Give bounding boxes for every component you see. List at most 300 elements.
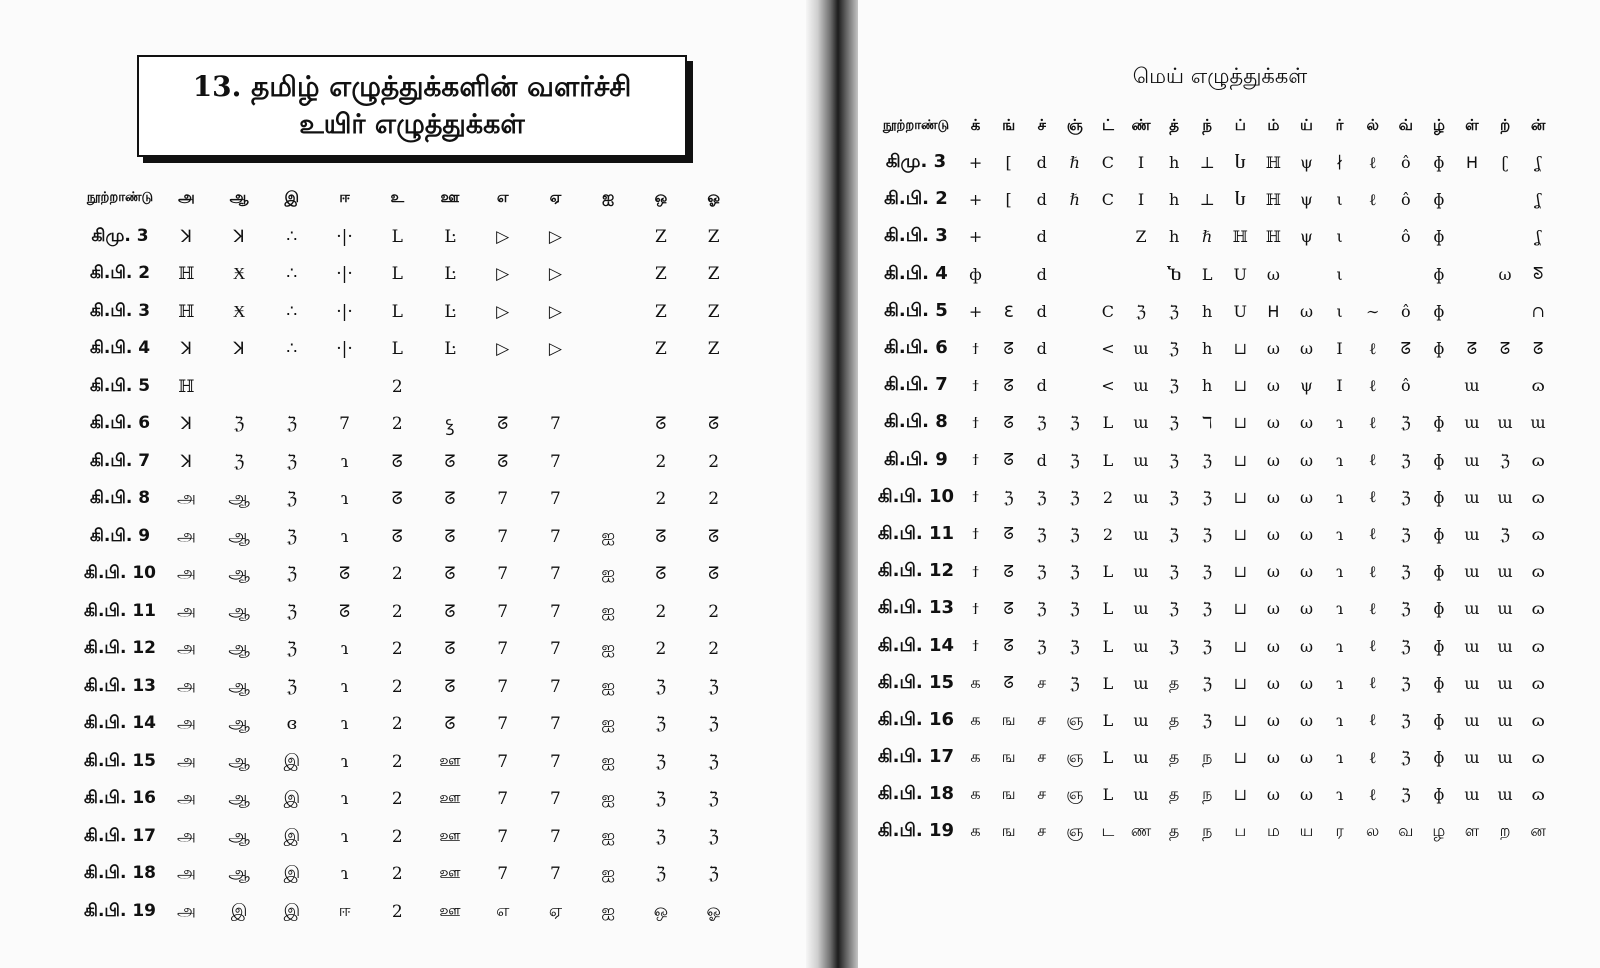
letter-form: ʆ <box>1535 227 1541 247</box>
letter-form: ʆ <box>1535 153 1541 173</box>
letter-form: ɸ <box>1433 748 1445 768</box>
letter-form: ℨ <box>1400 785 1411 805</box>
letter-form: Ŀ <box>444 264 456 285</box>
letter-form <box>1356 218 1389 255</box>
letter-form <box>1058 293 1091 330</box>
letter-form: ℨ <box>708 676 719 697</box>
letter-form: ·|· <box>336 339 353 360</box>
letter-form: ᘔ <box>444 639 456 660</box>
letter-form: Z <box>707 264 720 285</box>
letter-form: 2 <box>391 639 403 660</box>
letter-form: இ <box>283 750 301 771</box>
letter-form: 2 <box>708 489 720 510</box>
letter-form: 7 <box>497 751 509 772</box>
letter-form: ▷ <box>548 301 562 322</box>
letter-form: d <box>1036 227 1047 247</box>
letter-form: ω <box>1299 673 1313 693</box>
letter-form: ᘔ <box>1003 338 1014 358</box>
letter-form: h <box>1168 227 1180 247</box>
century-label: கி.பி. 17 <box>84 825 156 846</box>
letter-form: த <box>1168 747 1180 767</box>
letter-form <box>318 368 371 406</box>
column-header-letter: ஒ <box>654 188 668 206</box>
column-header-letter: ட் <box>1101 116 1114 134</box>
letter-form: ꓘ <box>180 414 192 435</box>
letter-form: ɷ <box>1531 636 1545 656</box>
letter-form: ɿ <box>340 714 349 735</box>
letter-form: Z <box>707 339 720 360</box>
letter-form: ℓ <box>1368 636 1377 656</box>
letter-form: ℨ <box>1202 673 1213 693</box>
column-header-letter: ள் <box>1465 116 1479 134</box>
century-label: கி.பி. 5 <box>884 299 948 321</box>
letter-form: அ <box>176 900 196 921</box>
letter-form: அ <box>176 750 196 771</box>
letter-form: ஆ <box>228 675 250 696</box>
letter-form: ω <box>1299 450 1313 470</box>
letter-form: ω <box>1266 413 1280 433</box>
column-header-letter: த் <box>1169 116 1179 134</box>
letter-form: ℨ <box>1400 487 1411 507</box>
letter-form: 7 <box>550 526 561 547</box>
column-header-letter: ப் <box>1234 116 1246 134</box>
letter-form: ɯ <box>1497 413 1513 433</box>
column-header-letter: ஆ <box>229 188 249 206</box>
letter-form: ϯ <box>972 598 979 618</box>
letter-form: 7 <box>339 414 350 435</box>
column-header-letter: க் <box>970 116 981 134</box>
letter-form: ஞ <box>1066 747 1084 767</box>
letter-form: ℏ <box>1069 153 1080 173</box>
century-label: கி.பி. 12 <box>84 638 156 659</box>
letter-form: ந <box>1202 821 1213 841</box>
letter-form: ω <box>1299 301 1313 321</box>
letter-form: ⊔ <box>1233 339 1247 359</box>
letter-form: ஐ <box>601 563 615 584</box>
letter-form: ω <box>1266 748 1280 768</box>
letter-form: ℨ <box>1169 413 1180 433</box>
letter-form: ன <box>1530 821 1546 841</box>
letter-form: ℨ <box>1202 524 1213 544</box>
letter-form: 7 <box>550 676 561 697</box>
letter-form <box>1091 256 1124 293</box>
column-header-letter: எ <box>496 188 509 206</box>
letter-form: ɸ <box>1433 227 1445 247</box>
letter-form: ℨ <box>1069 524 1080 544</box>
letter-form: ω <box>1266 636 1280 656</box>
letter-form: ɞ <box>286 714 298 735</box>
letter-form <box>1124 256 1157 293</box>
letter-form: ர <box>1335 821 1344 841</box>
letter-form: ⊔ <box>1233 636 1247 656</box>
letter-form: ɿ <box>340 751 349 772</box>
letter-form: ⊔ <box>1233 450 1247 470</box>
letter-form <box>582 368 635 406</box>
letter-form: L <box>1201 264 1213 284</box>
letter-form: d <box>1036 264 1047 284</box>
letter-form: 7 <box>550 864 561 885</box>
table-row <box>873 627 1555 664</box>
letter-form: ɯ <box>1497 710 1513 730</box>
letter-form: ɷ <box>1531 450 1545 470</box>
letter-form: ஆ <box>228 600 250 621</box>
letter-form: ω <box>1266 562 1280 582</box>
table-row <box>873 739 1555 776</box>
letter-form: ⊔ <box>1233 748 1247 768</box>
letter-form: ℨ <box>1400 450 1411 470</box>
letter-form: ɯ <box>1464 487 1480 507</box>
letter-form: ℨ <box>1400 636 1411 656</box>
letter-form <box>582 481 635 519</box>
century-label: கி.பி. 4 <box>884 262 948 284</box>
century-label: கி.பி. 12 <box>877 560 955 582</box>
letter-form: I <box>1137 190 1145 210</box>
column-header-letter: ஈ <box>339 188 350 206</box>
letter-form: ф <box>969 264 982 284</box>
letter-form: ꓘ <box>233 226 245 247</box>
letter-form: ஊ <box>439 825 461 846</box>
letter-form: ɿ <box>1335 710 1344 730</box>
column-header-letter: ன் <box>1530 116 1546 134</box>
table-row <box>873 479 1555 516</box>
letter-form: ℨ <box>708 751 719 772</box>
letter-form: ℨ <box>286 451 298 472</box>
century-label: கி.பி. 9 <box>884 448 948 470</box>
letter-form: + <box>968 190 983 210</box>
table-row <box>80 706 740 744</box>
letter-form: ɯ <box>1497 636 1513 656</box>
letter-form: ℇ <box>1003 301 1014 321</box>
letter-form <box>1489 293 1522 330</box>
letter-form: Ⴑ <box>1234 190 1247 210</box>
letter-form: ɯ <box>1464 748 1480 768</box>
century-label: கி.பி. 7 <box>884 374 948 396</box>
letter-form: ω <box>1299 710 1313 730</box>
letter-form: ɸ <box>1433 190 1445 210</box>
letter-form: ற <box>1499 821 1511 841</box>
letter-form: ℓ <box>1368 784 1377 804</box>
table-row <box>80 743 740 781</box>
letter-form: Ӿ <box>232 301 246 322</box>
letter-form: ω <box>1266 524 1280 544</box>
century-label: கி.பி. 5 <box>89 375 151 396</box>
letter-form: ɿ <box>340 451 349 472</box>
letter-form: ɸ <box>1433 599 1445 619</box>
table-row <box>873 256 1555 293</box>
letter-form: 7 <box>497 864 509 885</box>
century-label: கி.பி. 2 <box>89 263 151 284</box>
letter-form: ⊔ <box>1233 413 1247 433</box>
column-header-letter: ஐ <box>602 188 615 206</box>
letter-form: 7 <box>550 601 561 622</box>
letter-form: ℨ <box>233 414 245 435</box>
letter-form: ஒ <box>653 900 668 921</box>
letter-form: ஈ <box>338 900 351 921</box>
letter-form: ɿ <box>1335 413 1344 433</box>
letter-form: 2 <box>391 751 403 772</box>
letter-form: C <box>1101 153 1115 173</box>
letter-form: 7 <box>550 489 561 510</box>
consonants-table <box>873 108 1555 851</box>
letter-form: U <box>1233 301 1248 321</box>
letter-form: ϯ <box>972 338 979 358</box>
letter-form: Ӿ <box>232 264 246 285</box>
letter-form: ℓ <box>1368 673 1377 693</box>
letter-form: ᘔ <box>339 564 351 585</box>
vowels-table <box>80 178 740 931</box>
letter-form: ɯ <box>1464 785 1480 805</box>
letter-form: 7 <box>550 826 561 847</box>
letter-form: ℨ <box>708 714 719 735</box>
column-header-letter: ந் <box>1202 116 1213 134</box>
letter-form: 7 <box>550 639 561 660</box>
letter-form: ℨ <box>1400 673 1411 693</box>
century-label: கி.பி. 13 <box>84 675 156 696</box>
letter-form: ɯ <box>1133 562 1149 582</box>
letter-form: ᘔ <box>1466 338 1478 358</box>
letter-form: 7 <box>497 789 509 810</box>
letter-form: ɯ <box>1133 710 1149 730</box>
letter-form <box>1356 256 1389 293</box>
letter-form: ɯ <box>1497 599 1513 619</box>
table-row <box>80 668 740 706</box>
letter-form: ℨ <box>233 451 245 472</box>
letter-form: ɿ <box>340 864 349 885</box>
letter-form: ·|· <box>336 301 353 322</box>
letter-form: 7 <box>497 601 509 622</box>
letter-form: 2 <box>1102 524 1114 544</box>
letter-form: 2 <box>391 601 403 622</box>
letter-form: Z <box>654 339 667 360</box>
letter-form: ℓ <box>1368 152 1377 172</box>
column-header-letter: ம் <box>1267 116 1280 134</box>
letter-form: ℏ <box>1069 190 1080 210</box>
letter-form: Z <box>654 226 667 247</box>
letter-form: ɯ <box>1464 636 1480 656</box>
letter-form: ꓘ <box>180 339 192 360</box>
century-label: கிமு. 3 <box>885 151 947 173</box>
letter-form: ω <box>1299 748 1313 768</box>
letter-form: ℨ <box>655 864 667 885</box>
letter-form: ⊔ <box>1233 710 1247 730</box>
consonants-table-header <box>873 108 1555 144</box>
column-header-letter: ஊ <box>440 188 460 206</box>
letter-form: ʗ <box>1501 153 1509 173</box>
letter-form: ɯ <box>1133 487 1149 507</box>
letter-form: ℨ <box>1069 673 1080 693</box>
letter-form: அ <box>176 788 196 809</box>
letter-form: 2 <box>391 826 403 847</box>
letter-form: ள <box>1464 821 1480 841</box>
letter-form: ɿ <box>1335 636 1344 656</box>
letter-form: ɿ <box>1335 748 1344 768</box>
letter-form <box>213 368 266 406</box>
letter-form: < <box>1101 376 1115 396</box>
letter-form: ல <box>1366 821 1380 841</box>
letter-form: ꓘ <box>180 226 192 247</box>
letter-form: ɷ <box>1531 748 1545 768</box>
letter-form: ℨ <box>1069 487 1080 507</box>
letter-form: ᘔ <box>391 489 403 510</box>
letter-form: 7 <box>550 751 561 772</box>
letter-form: அ <box>176 488 196 509</box>
letter-form: h <box>1202 339 1213 359</box>
letter-form: ℨ <box>655 826 667 847</box>
century-label: கி.பி. 3 <box>89 300 151 321</box>
letter-form: ᘔ <box>1003 561 1014 581</box>
letter-form: க <box>970 747 981 767</box>
letter-form: ந <box>1202 747 1213 767</box>
letter-form: Z <box>654 301 667 322</box>
letter-form: ய <box>1299 821 1314 841</box>
letter-form: எ <box>496 900 510 921</box>
column-header-letter: ல் <box>1366 116 1379 134</box>
letter-form: 2 <box>391 414 403 435</box>
letter-form: ·|· <box>336 264 353 285</box>
letter-form: ᘔ <box>655 414 667 435</box>
letter-form: ∴ <box>286 301 298 322</box>
column-header-letter: இ <box>284 188 300 206</box>
table-row <box>80 818 740 856</box>
letter-form: ℨ <box>286 414 298 435</box>
letter-form: ɯ <box>1133 785 1149 805</box>
table-row <box>873 516 1555 553</box>
letter-form <box>1489 181 1522 218</box>
column-header-letter: அ <box>178 188 195 206</box>
letter-form: ℨ <box>1003 487 1014 507</box>
letter-form: ι <box>1336 190 1343 210</box>
letter-form: அ <box>176 863 196 884</box>
letter-form: ·|· <box>336 226 353 247</box>
letter-form: ᘔ <box>497 414 509 435</box>
letter-form: ɿ <box>1335 785 1344 805</box>
letter-form: ∤ <box>1335 153 1344 173</box>
letter-form: 2 <box>708 601 720 622</box>
column-header-century: நூற்றாண்டு <box>86 190 154 205</box>
letter-form <box>992 218 1025 255</box>
table-row <box>873 553 1555 590</box>
letter-form: ங <box>1001 747 1016 767</box>
letter-form: ∩ <box>1531 301 1545 321</box>
letter-form: அ <box>176 638 196 659</box>
letter-form: ɯ <box>1497 748 1513 768</box>
letter-form: Ŀ <box>444 226 456 247</box>
letter-form: ஊ <box>439 788 461 809</box>
letter-form: ᘔ <box>1003 450 1014 470</box>
letter-form: ᘔ <box>655 526 667 547</box>
letter-form: ℨ <box>286 489 298 510</box>
letter-form: ▷ <box>496 226 510 247</box>
letter-form: ச <box>1037 784 1047 804</box>
letter-form: ℨ <box>1169 301 1180 321</box>
letter-form: ℸ <box>1202 413 1213 433</box>
table-row <box>873 776 1555 813</box>
letter-form: ɿ <box>1335 562 1344 582</box>
letter-form: 2 <box>655 489 667 510</box>
letter-form: Z <box>654 264 667 285</box>
letter-form: ச <box>1037 709 1047 729</box>
letter-form: Ŀ <box>444 339 456 360</box>
letter-form: ℨ <box>286 639 298 660</box>
letter-form: ℨ <box>1136 301 1146 321</box>
letter-form: d <box>1036 153 1047 173</box>
letter-form: ɿ <box>1335 524 1344 544</box>
letter-form: ω <box>1299 339 1313 359</box>
letter-form: ▷ <box>496 264 510 285</box>
letter-form: ô <box>1400 190 1411 210</box>
letter-form: ϯ <box>972 524 979 544</box>
letter-form <box>582 218 635 256</box>
letter-form: L <box>1102 562 1114 582</box>
letter-form <box>687 368 740 406</box>
table-row <box>873 813 1555 850</box>
page-subtitle: உயிர் எழுத்துக்கள் <box>299 109 525 140</box>
letter-form: ஐ <box>601 638 615 659</box>
letter-form: ɷ <box>1531 562 1545 582</box>
letter-form: L <box>391 339 403 360</box>
column-header-letter: ழ் <box>1432 116 1445 134</box>
letter-form: ᘔ <box>1003 636 1014 656</box>
century-label: கி.பி. 11 <box>84 600 156 621</box>
column-header-letter: உ <box>390 188 405 206</box>
letter-form: 7 <box>550 564 561 585</box>
letter-form: ஆ <box>228 750 250 771</box>
letter-form: ந <box>1202 784 1213 804</box>
letter-form: ʆ <box>1535 190 1541 210</box>
letter-form: ω <box>1266 673 1280 693</box>
column-header-letter: ஓ <box>707 188 720 206</box>
table-row <box>80 293 740 331</box>
letter-form: ᘔ <box>1003 598 1014 618</box>
letter-form <box>529 368 582 406</box>
letter-form: ℨ <box>1400 524 1411 544</box>
letter-form: ℓ <box>1368 375 1377 395</box>
title-box <box>137 55 687 157</box>
letter-form: ω <box>1299 413 1313 433</box>
letter-form: < <box>1101 339 1115 359</box>
letter-form: ண <box>1130 821 1152 841</box>
letter-form: ℨ <box>708 826 719 847</box>
table-row <box>873 293 1555 330</box>
letter-form: L <box>391 264 403 285</box>
letter-form: ô <box>1400 376 1411 396</box>
letter-form: ச <box>1037 747 1047 767</box>
letter-form: ℨ <box>1202 599 1213 619</box>
table-row <box>873 665 1555 702</box>
letter-form: ℨ <box>655 789 667 810</box>
letter-form: ω <box>1266 487 1280 507</box>
letter-form: ℏ <box>1202 227 1213 247</box>
letter-form: ᘔ <box>497 451 509 472</box>
letter-form: 7 <box>497 489 509 510</box>
letter-form: 7 <box>550 714 561 735</box>
letter-form: ɸ <box>1433 673 1445 693</box>
letter-form: ω <box>1266 710 1280 730</box>
letter-form: ஐ <box>601 900 615 921</box>
letter-form: ஆ <box>228 525 250 546</box>
letter-form: ω <box>1299 524 1313 544</box>
letter-form: ɷ <box>1531 785 1545 805</box>
letter-form: ɷ <box>1531 524 1545 544</box>
letter-form <box>1091 218 1124 255</box>
letter-form: ɸ <box>1433 301 1445 321</box>
table-row <box>80 518 740 556</box>
letter-form <box>582 443 635 481</box>
letter-form: ⊔ <box>1233 487 1247 507</box>
letter-form: ɷ <box>1531 487 1545 507</box>
table-row <box>873 404 1555 441</box>
letter-form: ℨ <box>286 601 298 622</box>
